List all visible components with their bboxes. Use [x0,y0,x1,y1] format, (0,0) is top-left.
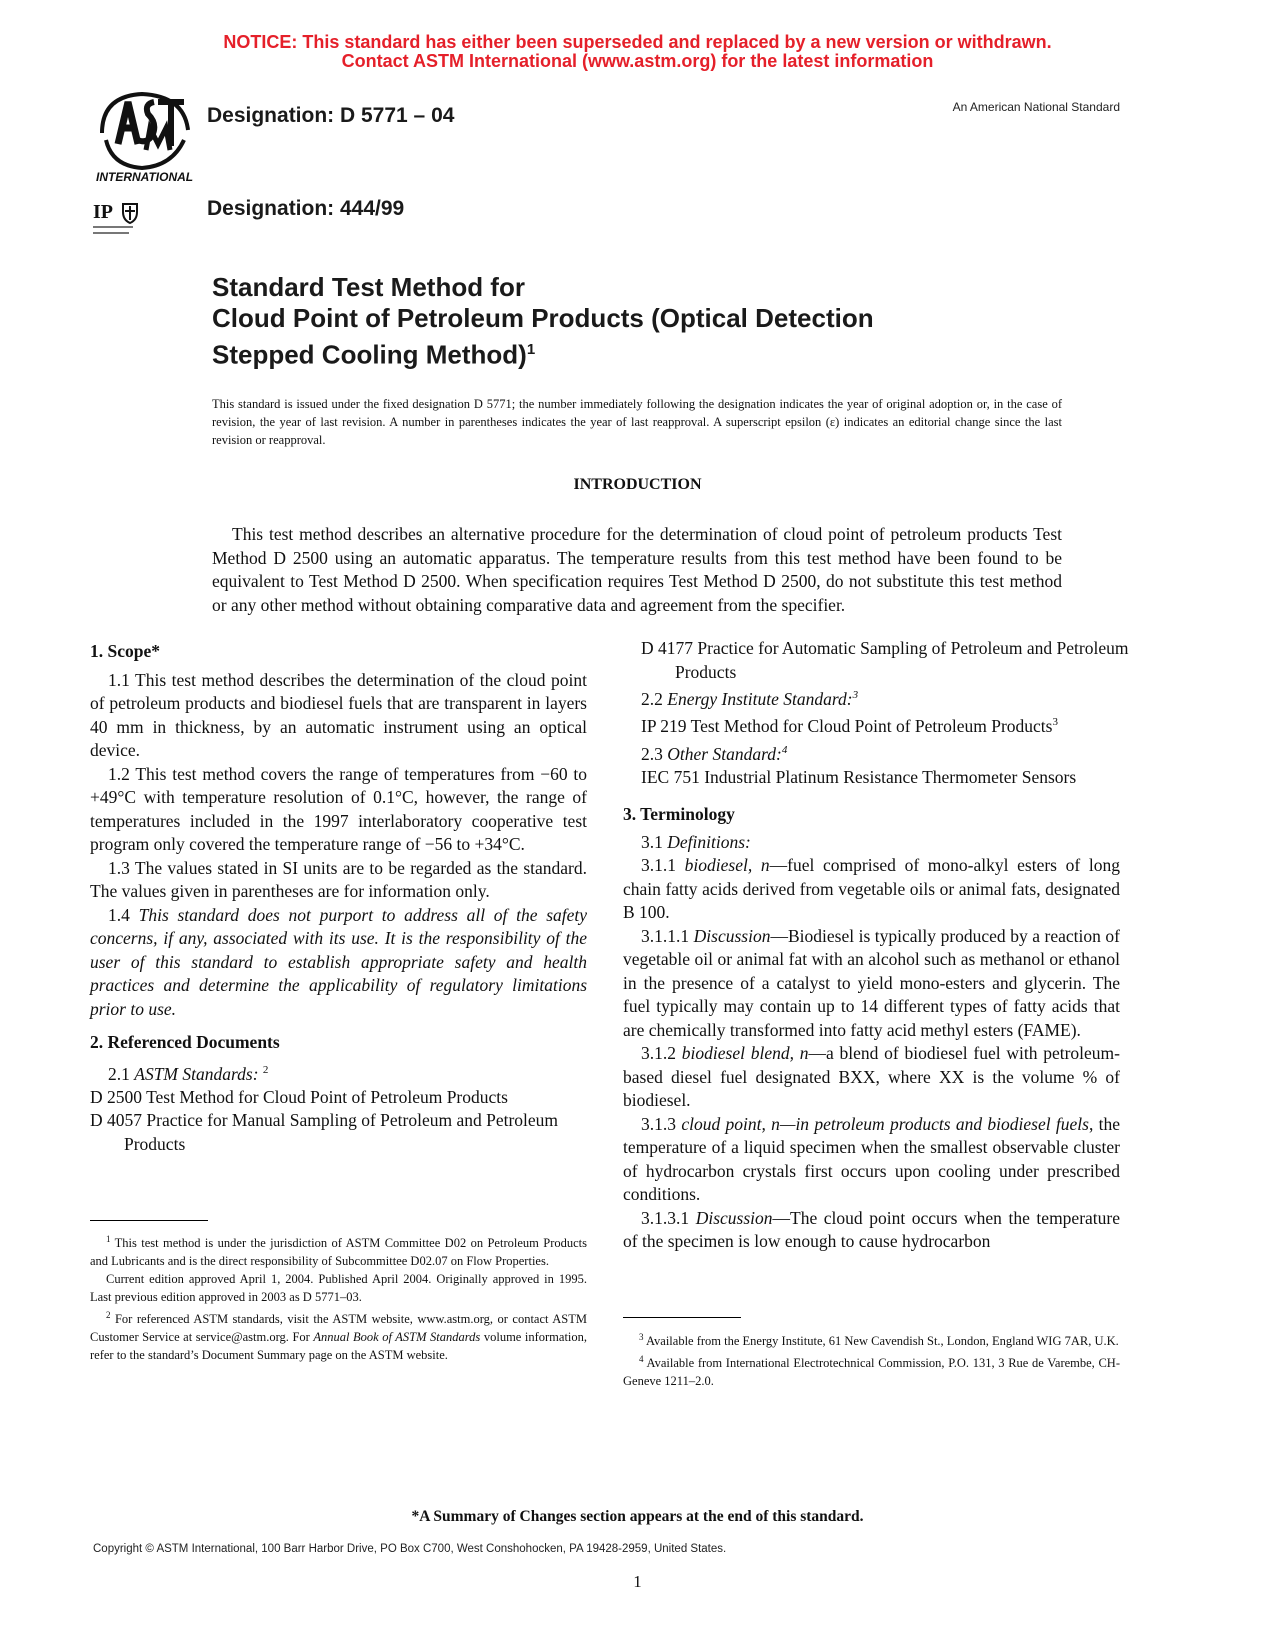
astm-logo-text: INTERNATIONAL [96,170,194,184]
footnote-3-text: Available from the Energy Institute, 61 New Cavendish St., London, England WIG 7AR, U.K. [645,1334,1119,1349]
para-3-1-3-1 [623,1207,1120,1254]
para-3-1-number: 3.1 [641,831,663,852]
footnote-2-annual-book: Annual Book of ASTM Standards [313,1330,481,1345]
para-3-1-1 [623,854,1120,925]
para-2-2-number: 2.2 [641,688,663,709]
para-3-1-3-number: 3.1.3 [641,1113,676,1134]
para-3-1-1-1-number: 3.1.1.1 [641,925,690,946]
introduction-text: This test method describes an alternative procedure for the determination of cloud point of petroleum products Test Method D 2500 using an automatic apparatus. The temperature results from this test method have been found to be equivalent to Test Method D 2500. When specification requires Test Method D 2500, do not substitute this test method or any other method without obtaining comparative data and agreement from the specifier. [212,524,1062,615]
page-number: 1 [633,1572,642,1591]
para-2-3 [623,739,1120,766]
para-3-1-2-text: —a blend of biodiesel fuel with petroleum-based diesel fuel designated BXX, where XX is the volume % of biodiesel. [623,1043,1121,1111]
section-1-heading: 1. Scope* [90,641,160,661]
footnote-2-text-a: For referenced ASTM standards, visit the ASTM website, www.astm.org, or contact ASTM Customer Service at service@astm.org. For [90,1312,588,1345]
para-3-1-1-1 [623,925,1120,1043]
para-2-3-number: 2.3 [641,743,663,764]
footnote-2-text-b: volume information, refer to the standard’s Document Summary page on the ASTM website. [90,1330,588,1363]
para-2-1-number: 2.1 [108,1063,130,1084]
title-line-1: Standard Test Method for [212,272,525,302]
para-1-4-text: This standard does not purport to address all of the safety concerns, if any, associated with its use. It is the responsibility of the user of this standard to establish appropriate safety and health practices and determine the applicability of regulatory limitations prior to use. [90,904,588,1019]
footnote-1-edition: Current edition approved April 1, 2004. Published April 2004. Originally approved in 1995. Last previous edition approved in 2003 as D 5771–03. [90,1272,587,1305]
para-2-1-label: ASTM Standards: [134,1063,259,1084]
para-3-1-1-1-text: —Biodiesel is typically produced by a reaction of vegetable oil or animal fat with an alcohol such as methanol or ethanol in the presence of a catalyst to yield mono-esters and glycerin. The fuel typically may contain up to 14 different types of fatty acids that are chemically transformed into fatty acid methyl esters (FAME). [623,925,1120,1040]
para-3-1-3-text: , the temperature of a liquid specimen when the smallest observable cluster of hydrocarbon crystals first occurs upon cooling under prescribed conditions. [623,1113,1121,1205]
ref-d4177: D 4177 Practice for Automatic Sampling of Petroleum and Petroleum Products [641,638,1129,682]
para-2-2-label: Energy Institute Standard: [667,688,853,709]
para-3-1-3 [623,1113,1120,1207]
withdrawal-notice [0,33,1275,71]
para-3-1-1-term: biodiesel, n [684,855,770,876]
ref-ip219-footnote-mark: 3 [1052,716,1058,729]
para-3-1-2 [623,1042,1120,1113]
para-3-1-2-term: biodiesel blend, n [681,1043,809,1064]
introduction-heading: INTRODUCTION [573,476,702,493]
footnote-3 [623,1328,1120,1350]
summary-of-changes-note: *A Summary of Changes section appears at the end of this standard. [411,1508,864,1525]
notice-line-1: NOTICE: This standard has either been superseded and replaced by a new version or withdrawn. [223,32,1052,52]
right-footnotes [623,1328,1120,1390]
footnote-4-mark: 4 [639,1354,644,1365]
para-3-1-3-1-text: —The cloud point occurs when the temperature of the specimen is low enough to cause hydrocarbon [623,1207,1120,1252]
para-3-1-1-text: —fuel comprised of mono-alkyl esters of long chain fatty acids derived from vegetable oils or animal fats, designated B 100. [623,855,1120,923]
left-column [90,640,587,1156]
left-footnotes [90,1230,587,1364]
ref-d4057: D 4057 Practice for Manual Sampling of Petroleum and Petroleum Products [90,1110,559,1154]
footnote-rule-left [90,1220,208,1221]
para-3-1-3-1-label: Discussion [695,1207,773,1228]
footnote-1 [90,1230,587,1270]
designation-ip: Designation: 444/99 [207,197,405,220]
footnote-rule-right [623,1317,741,1318]
astm-international-logo [92,88,200,184]
para-3-1 [623,831,1120,855]
para-2-2-footnote-mark: 3 [852,689,859,701]
copyright: Copyright © ASTM International, 100 Barr Harbor Drive, PO Box C700, West Conshohocken, PA 19428-2959, United States. [93,1543,727,1555]
title-line-2: Cloud Point of Petroleum Products (Optical Detection [212,303,874,333]
para-3-1-label: Definitions: [667,831,751,852]
issued-note: This standard is issued under the fixed designation D 5771; the number immediately following the designation indicates the year of original adoption or, in the case of revision, the year of last revision. A number in parentheses indicates the year of last reapproval. A superscript epsilon (ε) indicates an editorial change since the last revision or reapproval. [212,397,1062,447]
para-1-4-number: 1.4 [108,904,130,925]
notice-line-2: Contact ASTM International (www.astm.org) for the latest information [341,51,934,71]
ref-d2500: D 2500 Test Method for Cloud Point of Petroleum Products [90,1086,508,1107]
right-column [623,637,1129,1254]
title-line-3 [212,334,1112,371]
designation-astm: Designation: D 5771 – 04 [207,104,455,127]
ip-logo-text: IP [93,201,113,223]
para-1-1: 1.1 This test method describes the determination of the cloud point of petroleum products and biodiesel fuels that are transparent in layers 40 mm in thickness, by an automatic instrument using an optical device. [90,669,587,760]
ref-iec751: IEC 751 Industrial Platinum Resistance Thermometer Sensors [641,766,1077,787]
ref-ip219-text: IP 219 Test Method for Cloud Point of Petroleum Products [641,716,1053,737]
para-2-3-label: Other Standard: [667,743,782,764]
footnote-1-text: This test method is under the jurisdiction of ASTM Committee D02 on Petroleum Products and Lubricants and is the direct responsibility of Subcommittee D02.07 on Flow Properties. [90,1236,587,1269]
para-3-1-1-1-label: Discussion [693,925,771,946]
para-1-3: 1.3 The values stated in SI units are to be regarded as the standard. The values given in parentheses are for information only. [90,857,587,901]
footnote-3-mark: 3 [639,1332,644,1342]
document-title [212,272,1112,371]
para-2-1 [90,1059,587,1086]
para-1-4 [90,904,587,1022]
american-national-standard: An American National Standard [952,100,1120,114]
para-2-1-footnote-mark: 2 [262,1063,269,1076]
footnote-2-mark: 2 [106,1310,111,1321]
para-3-1-3-1-number: 3.1.3.1 [641,1207,690,1228]
ref-ip219 [641,711,1154,738]
para-2-3-footnote-mark: 4 [781,743,788,756]
footnote-4 [623,1350,1120,1390]
section-3-heading: 3. Terminology [623,804,735,825]
para-3-1-2-number: 3.1.2 [641,1043,676,1064]
title-line-3-text: Stepped Cooling Method) [212,339,527,370]
para-3-1-1-number: 3.1.1 [641,855,676,876]
footnote-4-text: Available from International Electrotechnical Commission, P.O. 131, 3 Rue de Varembe, CH-Geneve 1211–2.0. [623,1356,1120,1389]
para-2-2 [623,684,1120,711]
para-1-2: 1.2 This test method covers the range of temperatures from −60 to +49°C with temperature resolution of 0.1°C, however, the range of temperatures included in the 1997 interlaboratory cooperative test program only covered the temperature range of −56 to +34°C. [90,763,587,854]
footnote-2 [90,1306,587,1364]
energy-institute-logo [93,200,148,240]
footnote-1-mark: 1 [106,1234,111,1244]
para-3-1-3-term: cloud point, n—in petroleum products and biodiesel fuels [681,1113,1089,1134]
title-footnote-mark: 1 [526,341,536,358]
section-2-heading: 2. Referenced Documents [90,1032,280,1052]
